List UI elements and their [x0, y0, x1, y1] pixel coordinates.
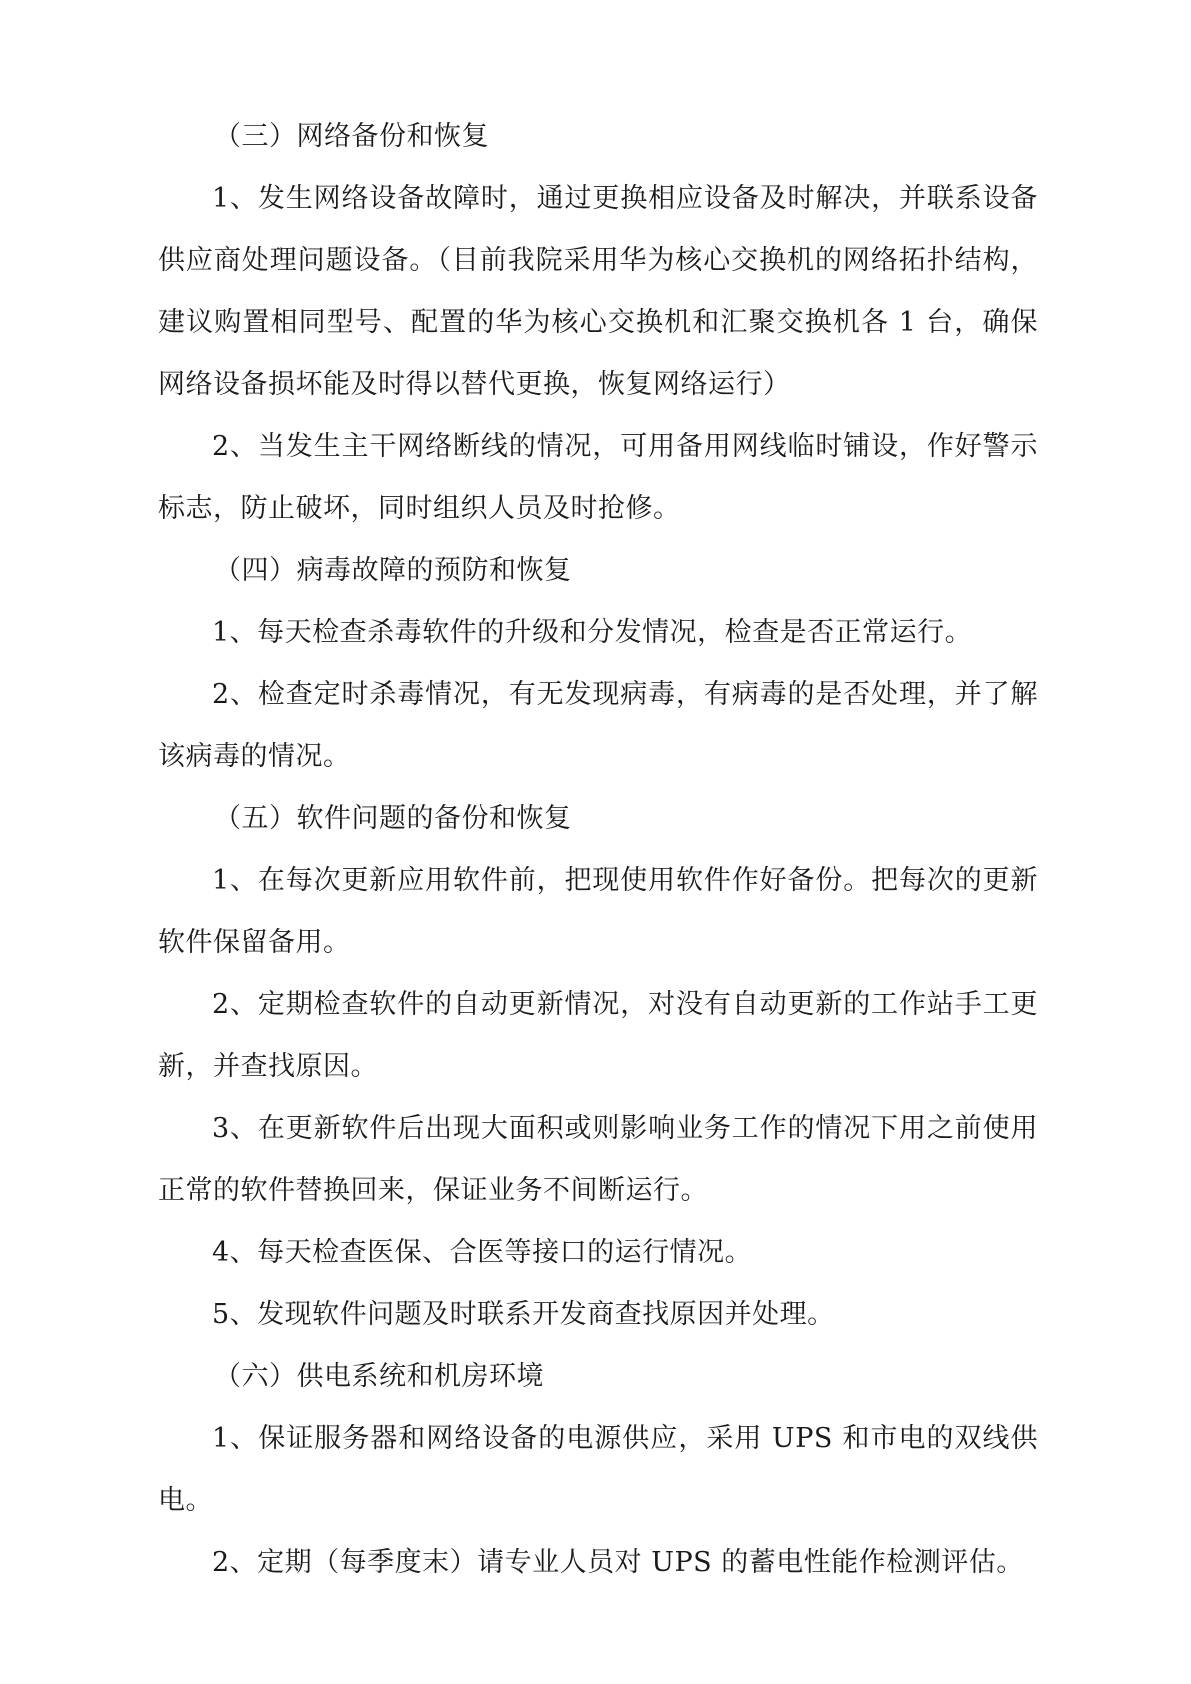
paragraph-5-4: 4、每天检查医保、合医等接口的运行情况。	[212, 1237, 753, 1268]
paragraph-6-1: 1、保证服务器和网络设备的电源供应，采用 UPS 和市电的双线供电。	[158, 1423, 1038, 1516]
paragraph-5-1: 1、在每次更新应用软件前，把现使用软件作好备份。把每次的更新软件保留备用。	[158, 865, 1038, 958]
section-heading-6: （六）供电系统和机房环境	[214, 1361, 544, 1392]
paragraph-6-2: 2、定期（每季度末）请专业人员对 UPS 的蓄电性能作检测评估。	[212, 1547, 1024, 1578]
section-heading-5: （五）软件问题的备份和恢复	[214, 803, 572, 834]
section-heading-3: （三）网络备份和恢复	[214, 121, 489, 152]
paragraph-4-2: 2、检查定时杀毒情况，有无发现病毒，有病毒的是否处理，并了解该病毒的情况。	[158, 679, 1038, 772]
document-body	[158, 106, 1038, 1594]
paragraph-3-1: 1、发生网络设备故障时，通过更换相应设备及时解决，并联系设备供应商处理问题设备。（目前我院采用华为核心交换机的网络拓扑结构，建议购置相同型号、配置的华为核心交换机和汇聚交换机各 1 台，确保网络设备损坏能及时得以替代更换，恢复网络运行）	[158, 183, 1038, 400]
paragraph-3-2: 2、当发生主干网络断线的情况，可用备用网线临时铺设，作好警示标志，防止破坏，同时组织人员及时抢修。	[158, 431, 1038, 524]
paragraph-5-5: 5、发现软件问题及时联系开发商查找原因并处理。	[212, 1299, 835, 1330]
paragraph-4-1: 1、每天检查杀毒软件的升级和分发情况，检查是否正常运行。	[212, 617, 973, 648]
paragraph-5-2: 2、定期检查软件的自动更新情况，对没有自动更新的工作站手工更新，并查找原因。	[158, 989, 1038, 1082]
section-heading-4: （四）病毒故障的预防和恢复	[214, 555, 572, 586]
paragraph-5-3: 3、在更新软件后出现大面积或则影响业务工作的情况下用之前使用正常的软件替换回来，保证业务不间断运行。	[158, 1113, 1038, 1206]
